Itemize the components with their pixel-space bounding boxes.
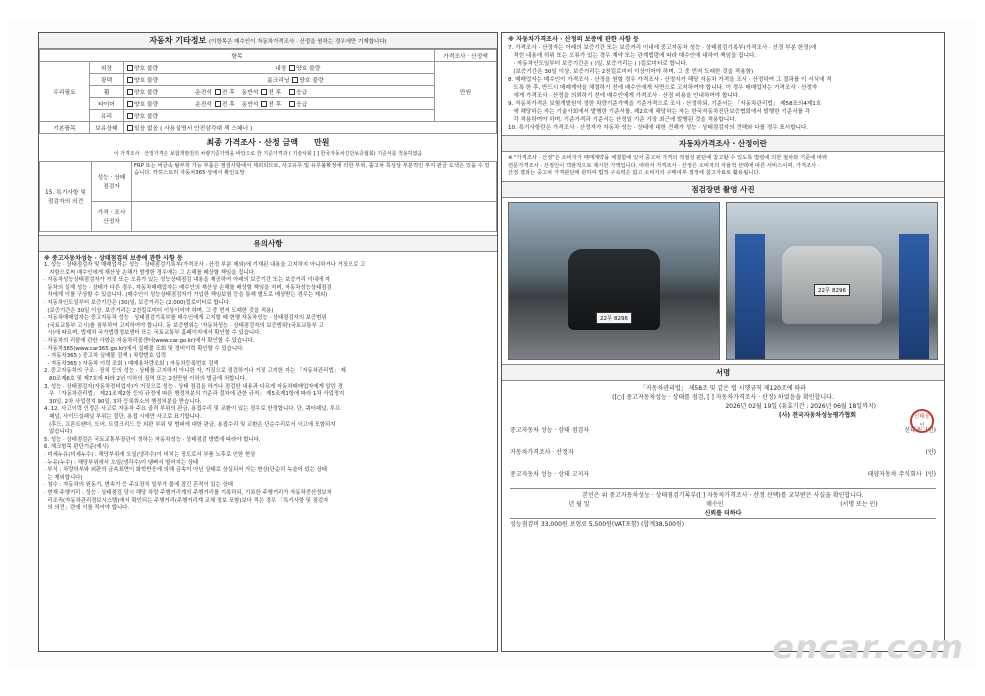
special-sub-inspector: 성능 · 상태 점검자	[92, 161, 132, 201]
fee-line: 성능점검비 33,000원 보험료 5,500원(VAT포함) (합계38,500원)	[510, 518, 936, 529]
notice-line: - 자동차365 ) 자동차 이력 조회 ) 매매용차량조회 ) 자동차등록번호 검색	[44, 360, 219, 367]
row-label: 외장	[90, 62, 124, 74]
license-plate: 22무 8296	[596, 312, 632, 324]
notice-line: 80조제6호 및 제7호에 따라 2년 이하의 징역 또는 2천만원 이하의 벌금에 처합니다.	[44, 376, 247, 382]
guarantee-line: (보증기간은 30일 이상, 보증거리는 2천킬로미터 이상이어야 하며, 그 중 먼저 도래한 것을 적용함)	[508, 69, 754, 75]
col-price-header: 가격조사 · 산정액	[435, 50, 497, 62]
unit-label: 만원	[435, 62, 497, 122]
encar-watermark: encar.com	[772, 628, 964, 666]
guarantee-line: · 자동차인도일부터 보증기간은 ( )일, 보증거리는 ( )킬로미터로 합니다.	[508, 61, 688, 67]
checkbox[interactable]	[289, 101, 295, 107]
appraisal-box-line: ※ "가격조사 · 산정"은 소비자가 매매계약을 체결함에 있어 중고차 가격의 적절성 판단에 참고할 수 있도록 법령에 의한 절차와 기준에 따라	[508, 155, 828, 161]
notice-line: 동차의 실제 성능 · 상태가 다른 경우, 자동차매매업자는 매수인의 재산상 손해를 배상할 책임을 지며, 자동차성능상태점검	[44, 284, 332, 291]
guarantee-line: 적힌 내용에 허위 또는 오류가 있는 경우 계약 또는 관계법령에 따라 매수인에 대하여 책임을 집니다.	[508, 53, 757, 59]
notice-line: 2. 중고자동차의 구조 · 장치 등의 성능 · 상태를 고지하지 아니한 자, 거짓으로 점검하거나 거짓 고지한 자는 「자동차관리법」 제	[44, 368, 346, 375]
col-item-header: 항목	[40, 50, 435, 62]
checkbox[interactable]	[127, 65, 133, 71]
final-price-line: 최종 가격조사 · 산정 금액 만원	[206, 138, 330, 147]
notice-line: 1. 성능 · 상태점검자 및 매매업자는 성능 · 상태점검기록부(가격조사 · 산정 부분 제외)에 기재된 내용을 고지하지 아니하거나 거짓으로 고	[44, 262, 366, 269]
repair-group-label: 수리필요	[40, 62, 90, 122]
sign-row-notifier: 중고자동차 성능 · 상태 고지자 태양자동차 주식회사 (인)	[510, 471, 936, 478]
notice-line: · 누유(누수) : 해당부위에서 오일(냉각수)이 탱뻐서 떨어지는 상태	[44, 459, 199, 466]
notice-line: (보증기간은 30일 이상, 보증거리는 2천킬로미터 이상이어야 하며, 그 중 먼저 도래한 것을 적용)	[44, 307, 274, 314]
guarantee-line: 9. 자동차가격은 보험개발원이 정한 차량기준가액을 기준가격으로 조사 · 산정하되, 기준서는 「자동차관리법」 제58조의4제1호	[508, 101, 822, 107]
checkbox[interactable]	[215, 101, 221, 107]
basic-items-label: 기본품목	[40, 122, 90, 134]
guarantee-head: ※ 자동차가격조사 · 산정의 보증에 관한 사항 등	[508, 36, 640, 43]
sign-row-inspector: 중고자동차 성능 · 상태 점검자 신태웅 (인)	[510, 427, 936, 434]
org-stamp-icon: 신태웅 인	[910, 409, 934, 433]
notice-line: · 자동차365(www.car365.go.kr)에서 실매물 조회 및 정비이력 확인할 수 있습니다.	[44, 345, 245, 352]
row-label: 타이어	[90, 98, 124, 110]
receipt-line: 본인은 위 중고자동차성능 · 상태점검기록부([ ] 자동차가격조사 · 산정 선택)를 교부받은 사실을 확인합니다.	[510, 488, 936, 500]
checkbox[interactable]	[215, 89, 221, 95]
law-line: 「자동차관리법」 제58조 및 같은 법 시행규칙 제120조에 따라	[639, 384, 807, 392]
notice-title: 유의사항	[39, 235, 497, 252]
notice-line: · 침수 : 자동차의 원동기, 변속기 등 주요장치 일부가 물에 잠긴 흔적이 있는 상태	[44, 482, 233, 489]
notice-line: 4. 12. 사고이력 인정은 사고로 자동차 주요 골격 부위의 판금, 용접수리 및 교환이 있는 경우로 한정합니다. 단, 쿼터패널, 루프	[44, 406, 341, 413]
row-label: 휠	[90, 86, 124, 98]
license-plate: 22무 8296	[814, 284, 850, 296]
check-line: ([○] 중고자동차성능 · 상태를 점검, [ ] 자동차가격조사 · 산정) 하였음을 확인합니다.	[612, 393, 834, 401]
guarantee-lines	[508, 44, 938, 132]
notice-line: · 미세누유(미세누수) : 해당부위에 오일(냉각수)이 비치는 정도로서 부품 노후로 인한 현상	[44, 451, 256, 458]
notice-line: 우 「자동차관리법」 제21조제2항 등의 규정에 따른 행정처분의 기준과 절차에 관한 규칙」 제5조제1항에 따라 1차 사업정지	[44, 391, 345, 398]
row-options: 양호 불량 운전석 전 후 동반석 전 후 응급	[124, 98, 435, 110]
checkbox[interactable]	[127, 101, 133, 107]
checkbox[interactable]	[289, 65, 295, 71]
appraisal-box-text	[502, 152, 944, 181]
guarantee-line: 도록 한 후, 반드시 매매계약을 체결하기 전에 매수인에게 서면으로 고지하여야 합니다. 이 경우 매매업자는 가격조사 · 산정자	[508, 85, 818, 91]
notice-line: 는 제외합니다)	[44, 474, 83, 481]
notice-line: 패널, 사이드실패널 부위는 절단, 용접 시에만 사고로 표기합니다.	[44, 413, 202, 420]
guarantee-section	[502, 33, 944, 135]
appraisal-box-line: 산정 결과는 중고차 가격판단에 관하여 법적 구속력은 없고 소비자의 구매여부 결정에 참고자료로 활용됩니다.	[508, 170, 761, 176]
special-sub-appraiser: 가격 · 조사 산정자	[92, 201, 132, 231]
guarantee-line: 8. 매매업자는 매수인이 가격조사 · 산정을 원할 경우 가격조사 · 산정자가 해당 자동차 가격을 조사 · 산정하여 그 결과를 이 서식에 적	[508, 77, 832, 83]
guarantee-line: 10. 특기사항란은 가격조사 · 산정자가 자동차 성능 · 상태에 대한 견해가 성능 · 상태점검자의 견해와 다를 경우 표시합니다.	[508, 125, 809, 131]
row-label: 유리	[90, 110, 124, 122]
appraisal-box-line: 전문가격조사 · 산정인이 객관적으로 제시한 가액입니다. 따라서 가격조사 · 산정은 소비자의 자율적 선택에 따른 서비스이며, 가격조사 ·	[508, 162, 820, 169]
etc-info-title: 자동차 기타정보 (이항목은 매수인이 자동차가격조사 · 산정을 원하는 경우에만 기재합니다)	[39, 33, 497, 49]
org-name: (사) 전국자동차성능평가협회	[778, 411, 856, 419]
sign-title: 서명	[502, 364, 944, 381]
notice-line: 지함으로써 매수인에게 재산상 손해가 발생한 경우에는 그 손해를 배상할 책임을 집니다.	[44, 269, 256, 276]
trust-slogan: 신뢰를 더하다	[704, 509, 742, 517]
special-notes-table	[39, 161, 497, 232]
row-options: 양호 불량 내장 양호 불량	[124, 62, 435, 74]
notice-line: 6. 체크항목 판단기준(예시)	[44, 444, 109, 451]
notice-line: 의 의견」란에 이를 적어야 합니다.	[44, 505, 130, 512]
notice-line: · 현재 주행거리 : 성능 · 상태점검 당시 해당 차량 주행거리계의 주행거리를 기록하되, 기록한 주행거리가 자동차전산정보처	[44, 489, 332, 496]
checkbox[interactable]	[292, 77, 298, 83]
basic-items-options: 있음 없음 ( 사용설명서 안전삼각대 잭 스패너 )	[124, 122, 497, 134]
inspection-photo-lift	[726, 202, 938, 360]
notice-line: 30일, 2차 사업정지 90일, 3차 등록취소의 행정처분을 받습니다.	[44, 398, 202, 405]
checkbox[interactable]	[127, 89, 133, 95]
special-notes-text: FRP 또는 비금속 탈부착 가능 부품은 점검사항에서 제외되므로, 사고유무 및 유무불확정에 의한 부위, 출고차 특성상 부분적인 부식 판금 도색은 있을 수 있습니다. 카히스토리 자동차365 상에서 확인요망	[132, 161, 497, 201]
lift-post-right	[899, 234, 928, 359]
checkbox[interactable]	[261, 89, 267, 95]
checkbox[interactable]	[127, 77, 133, 83]
row-options: 양호 불량	[124, 110, 435, 122]
guarantee-line: 에게 가격조사 · 산정을 의뢰하기 전에 매수인에게 가격조사 · 산정 비용을 안내하여야 합니다.	[508, 93, 740, 99]
notice-line: 시)에 따르며, 법제처 국가법령정보센터 또는 국토교통부 홈페이지에서 확인할 수 있습니다.	[44, 330, 262, 337]
guarantee-line: 각 적용하여야 하며, 기준가격과 기준서는 산정일 기준 가장 최근에 발행된 것을 적용합니다.	[508, 117, 737, 123]
etc-info-table	[39, 49, 497, 134]
photos-area	[502, 198, 944, 364]
notice-lines	[44, 262, 492, 513]
special-appraiser-text	[132, 201, 497, 231]
guarantee-line: 7. 가격조사 · 산정자는 아래의 보증기간 또는 보증거리 이내에 중고자동차 성능 · 상태점검기록부(가격조사 · 산정 부분 한정)에	[508, 45, 817, 51]
notice-head: ※ 중고자동차성능 · 상태점검의 보증에 관한 사항 등	[44, 254, 183, 262]
notice-body	[39, 252, 497, 516]
appraisal-box-title: 자동차가격조사 · 산정이란	[502, 135, 944, 152]
price-note: 이 가격조사 · 산정가격은 보험개발원의 차량기준가액을 바탕으로 한 기준가격과 ( 기술사회 [ ] 한국자동차진단보증협회) 기준서를 적용하였음	[113, 151, 423, 157]
checkbox[interactable]	[261, 101, 267, 107]
notice-line: 5. 성능 · 상태점검은 국토교통부장관이 정하는 자동차성능 · 상태점검 방법에 따라야 합니다.	[44, 436, 261, 443]
row-label: 광택	[90, 74, 124, 86]
sign-row-appraiser: 자동차가격조사 · 산정자 (인)	[510, 449, 936, 456]
inspection-record-page	[6, 20, 978, 668]
guarantee-line: 에 해당하는 자는 기술사회에서 발행한 기준서를, 제2호에 해당하는 자는 한국자동차진단보증협회에서 발행한 기준서를 각	[508, 109, 811, 115]
row-options: 양호 불량 운전석 전 후 동반석 전 후 응급	[124, 86, 435, 98]
sign-area	[502, 381, 944, 532]
notice-line: (후드, 프론트펜더, 도어, 트렁크리드 등 외판 부위 및 범퍼에 대한 판금, 용접수리 및 교환은 단순수리로서 사고에 포함되지	[44, 421, 336, 428]
photos-title: 점검장면 촬영 사진	[502, 181, 944, 198]
inspection-photo-front	[508, 202, 720, 360]
special-notes-label: 15. 특기사항 및 점검자의 의견	[40, 161, 92, 231]
notice-line: 3. 성능 · 상태점검자(자동차정비업자)가 거짓으로 성능 · 상태 점검을 하거나 점검한 내용과 다르게 자동차매매업자에게 알린 경	[44, 383, 343, 390]
receipt-row: 년 월 일 매수인 (서명 또는 인)	[568, 500, 878, 508]
left-column	[38, 32, 498, 652]
notice-line: - 자동차365 ) 중고차 실매물 검색 ) 차량번호 입력	[44, 353, 167, 360]
notice-line: · 자동차인도일부터 보증기간은 (30)일, 보증거리는 (2,000)킬로미터로 합니다.	[44, 300, 231, 307]
notice-line: · 자동차의 리콜에 관한 사항은 자동차리콜센터(www.car.go.kr)에서 확인할 수 있습니다.	[44, 338, 255, 345]
basic-items-sub: 보유상태	[90, 122, 124, 134]
right-column	[501, 32, 945, 652]
notice-line: 않습니다)	[44, 429, 73, 436]
date-line: 2026년 02월 19일 (유효기간 : 2026년 06월 18일까지)	[725, 402, 876, 410]
notice-line: 리조직(자동차관리정보시스템)에서 확인되는 주행거리(주행거리계 교체 정보 포함)보다 적은 경우 「특기사항 및 점검자	[44, 497, 329, 504]
notice-line: · 자동차매매업자는 중고자동차 성능 · 상태점검기록부를 매수인에게 고지할 때 현행 자동차성능 · 상태점검자의 보증범위	[44, 315, 327, 322]
notice-line: (국토교통부 고시)를 첨부하여 고지하여야 합니다. 동 보증범위는 '자동차성능 · 상태점검자의 보증범위'(국토교통부 고	[44, 322, 324, 329]
notice-line: 자에게 이를 구상할 수 있습니다. (매수인이 성능상태점검자가 가입한 책임보험 등을 통해 별도로 배상받는 경우는 제외)	[44, 292, 328, 299]
lift-post-left	[735, 234, 764, 359]
notice-line: · 부식 : 차량하부와 외판의 금속표면이 화학반응에 의해 금속이 아닌 상태로 상실되어 가는 현상(단순히 녹슬어 있는 상태	[44, 467, 328, 474]
checkbox[interactable]	[127, 125, 133, 131]
row-options: 양호 불량 룸크리닝 양호 불량	[124, 74, 435, 86]
checkbox[interactable]	[289, 89, 295, 95]
checkbox[interactable]	[127, 113, 133, 119]
notice-line: · 자동차성능상태점검자가 거짓 또는 오류가 있는 성능상태점검 내용을 제공하여 아래의 보증기간 또는 보증거리 이내에 자	[44, 277, 331, 284]
